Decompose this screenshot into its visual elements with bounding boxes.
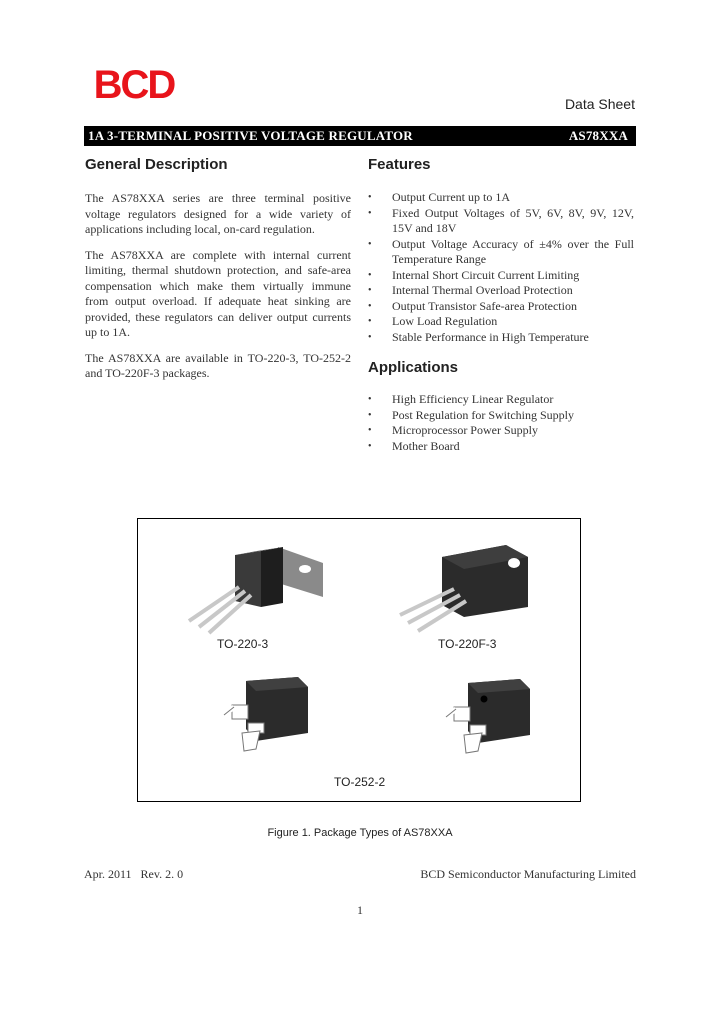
to220f-label: TO-220F-3 [438,637,497,651]
features-section [368,156,634,345]
doc-type-label: Data Sheet [564,96,635,112]
feature-item: • Fixed Output Voltages of 5V, 6V, 8V, 9V, 12V, 15V and 18V [368,206,634,237]
logo-text: BCD [93,66,175,102]
to220f-package-image [396,537,546,637]
footer-company: BCD Semiconductor Manufacturing Limited [420,867,636,881]
description-paragraph: The AS78XXA are complete with internal current limiting, thermal shutdown protection, and safe-area compensation which make them virtually immune from output overload. If adequate heat sinking are provided, these regulators can deliver output currents up to 1A. [85,247,351,339]
to220-label: TO-220-3 [217,637,269,651]
figure-caption: Figure 1. Package Types of AS78XXA [267,827,453,839]
to220-package-image [183,539,333,639]
applications-section [368,359,634,454]
feature-item: • Low Load Regulation [368,314,634,330]
applications-heading: Applications [368,359,459,376]
description-paragraph: The AS78XXA are available in TO-220-3, TO-252-2 and TO-220F-3 packages. [85,350,351,380]
application-item: • Microprocessor Power Supply [368,423,634,439]
to252-label: TO-252-2 [334,775,386,789]
page-number: 1 [357,903,363,917]
document-title: 1A 3-TERMINAL POSITIVE VOLTAGE REGULATOR [88,128,413,143]
description-paragraph: The AS78XXA series are three terminal positive voltage regulators designed for a wide variety of applications including local, on-card regulation. [85,191,351,236]
general-description-heading: General Description [85,156,228,173]
to252-package-image-right [438,677,538,757]
feature-item: • Output Current up to 1A [368,190,634,206]
bcd-logo [84,66,184,102]
feature-item: • Output Transistor Safe-area Protection [368,299,634,315]
features-heading: Features [368,156,431,173]
package-figure [137,518,581,802]
feature-item: • Internal Thermal Overload Protection [368,283,634,299]
application-item: • Post Regulation for Switching Supply [368,408,634,424]
feature-item: • Internal Short Circuit Current Limiting [368,268,634,284]
part-number: AS78XXA [568,128,628,143]
application-item: • Mother Board [368,439,634,455]
application-item: • High Efficiency Linear Regulator [368,392,634,408]
feature-item: • Output Voltage Accuracy of ±4% over the Full Temperature Range [368,237,634,268]
to252-package-image-left [216,675,316,755]
feature-item: • Stable Performance in High Temperature [368,330,634,346]
footer-date-revision: Apr. 2011 Rev. 2. 0 [84,867,184,881]
title-bar [84,126,636,146]
general-description-section [85,156,351,392]
